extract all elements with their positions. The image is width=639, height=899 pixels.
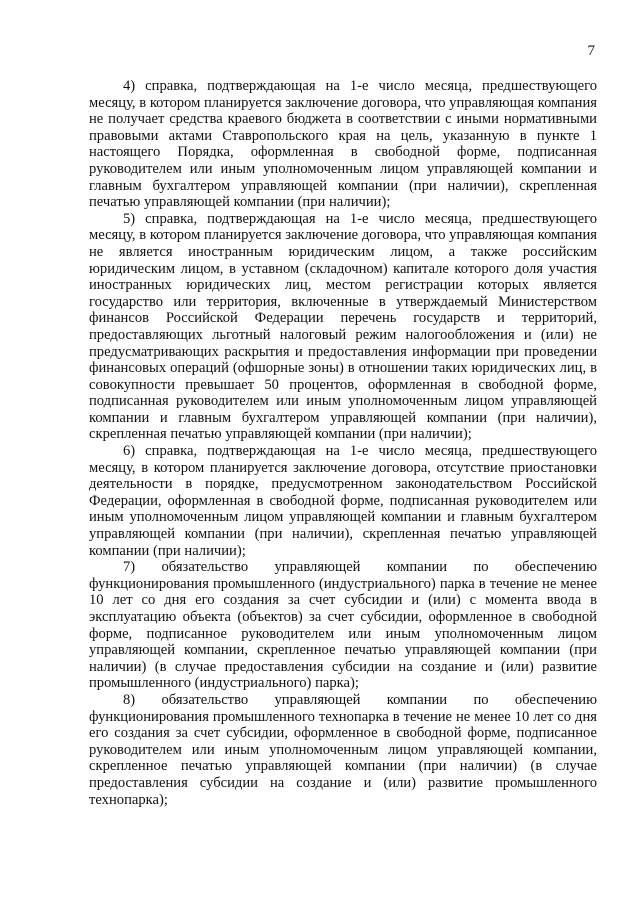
- paragraph-item-4: 4) справка, подтверждающая на 1-е число месяца, предшествующего месяцу, в котором планируется заключение договора, что управляющая компания не получает средства краевого бюджета в соответствии с иными нормативными правовыми актами Ставропольского края на цель, указанную в пункте 1 настоящего Порядка, оформленная в свободной форме, подписанная руководителем или иным уполномоченным лицом управляющей компании и главным бухгалтером управляющей компании (при наличии), скрепленная печатью управляющей компании (при наличии);: [89, 78, 597, 211]
- paragraph-item-5: 5) справка, подтверждающая на 1-е число месяца, предшествующего месяцу, в котором планируется заключение договора, что управляющая компания не является иностранным юридическим лицом, а также российским юридическим лицом, в уставном (складочном) капитале которого доля участия иностранных юридических лиц, местом регистрации которых является государство или территория, включенные в утверждаемый Министерством финансов Российской Федерации перечень государств и территорий, предоставляющих льготный налоговый режим налогообложения и (или) не предусматривающих раскрытия и предоставления информации при проведении финансовых операций (офшорные зоны) в отношении таких юридических лиц, в совокупности превышает 50 процентов, оформленная в свободной форме, подписанная руководителем или иным уполномоченным лицом управляющей компании и главным бухгалтером управляющей компании (при наличии), скрепленная печатью управляющей компании (при наличии);: [89, 210, 597, 443]
- page-number: 7: [587, 43, 595, 59]
- paragraph-item-7: 7) обязательство управляющей компании по обеспечению функционирования промышленного (индустриального) парка в течение не менее 10 лет со дня его создания за счет субсидии и (или) с момента ввода в эксплуатацию объекта (объектов) за счет субсидии, оформленное в свободной форме, подписанное руководителем или иным уполномоченным лицом управляющей компании, скрепленное печатью управляющей компании (при наличии) (в случае предоставления субсидии на создание и (или) развитие промышленного (индустриального) парка);: [89, 559, 597, 692]
- document-body: [89, 78, 597, 808]
- paragraph-item-6: 6) справка, подтверждающая на 1-е число месяца, предшествующего месяцу, в котором планируется заключение договора, отсутствие приостановки деятельности в порядке, предусмотренном законодательством Российской Федерации, оформленная в свободной форме, подписанная руководителем или иным уполномоченным лицом управляющей компании и главным бухгалтером управляющей компании (при наличии), скрепленная печатью управляющей компании (при наличии);: [89, 443, 597, 559]
- paragraph-item-8: 8) обязательство управляющей компании по обеспечению функционирования промышленного технопарка в течение не менее 10 лет со дня его создания за счет субсидии, оформленное в свободной форме, подписанное руководителем или иным уполномоченным лицом управляющей компании, скрепленное печатью управляющей компании (при наличии) (в случае предоставления субсидии на создание и (или) развитие промышленного технопарка);: [89, 691, 597, 808]
